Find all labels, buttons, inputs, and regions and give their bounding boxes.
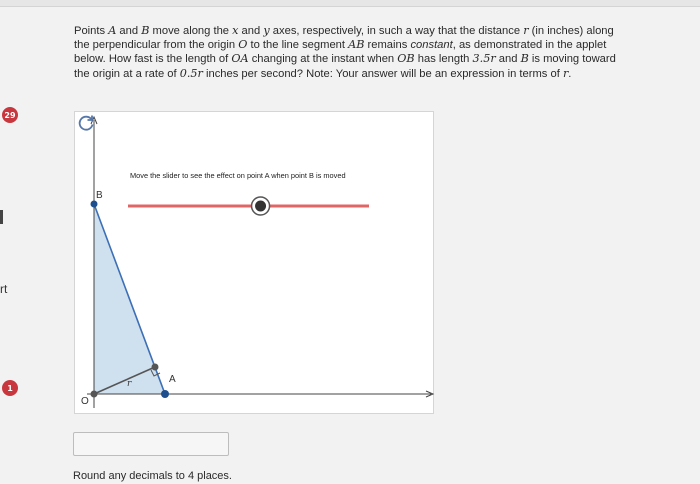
math-symbol: x	[232, 24, 239, 37]
label-o: O	[81, 396, 89, 407]
slider-handle-dot	[255, 201, 266, 212]
counter-badge[interactable]: 1	[2, 380, 18, 396]
question-fragment: , as demonstrated in the applet below. How fast is the length of	[74, 39, 607, 66]
question-fragment: inches per second? Note: Your answer will be an expression in terms of	[202, 67, 563, 80]
question-fragment: and	[116, 25, 142, 37]
question-fragment: is moving toward the origin at a rate of	[74, 53, 616, 80]
point-a	[161, 390, 169, 398]
point-foot	[152, 364, 159, 371]
math-symbol: O	[238, 38, 248, 52]
question-fragment: .	[568, 67, 572, 80]
top-bar	[0, 0, 700, 7]
math-symbol: A	[108, 24, 117, 37]
math-symbol: y	[263, 24, 270, 37]
question-fragment: has length	[414, 53, 473, 66]
question-fragment: remains	[364, 39, 411, 52]
slider-instruction: Move the slider to see the effect on point A when point B is moved	[130, 171, 346, 180]
math-symbol: AB	[348, 38, 365, 52]
question-fragment: changing at the instant when	[248, 53, 398, 66]
point-b	[91, 201, 98, 208]
rail-label-fragment: rt	[0, 282, 8, 296]
math-symbol: OB	[397, 52, 415, 66]
question-fragment: to the line segment	[247, 39, 349, 52]
label-b: B	[96, 190, 103, 201]
math-symbol: OA	[231, 52, 249, 66]
question-fragment: (in inches) along the perpendicular from the origin	[74, 25, 614, 52]
emphasis-text: constant	[410, 39, 453, 52]
question-fragment: Points	[74, 25, 109, 37]
question-fragment: and	[495, 53, 521, 66]
question-number-badge[interactable]: 29	[2, 107, 18, 123]
refresh-icon[interactable]	[75, 112, 97, 134]
left-rail	[0, 0, 40, 484]
label-r: r	[127, 379, 132, 389]
answer-input[interactable]	[73, 432, 229, 456]
question-text	[74, 24, 622, 81]
label-a: A	[169, 374, 176, 385]
question-fragment: move along the	[149, 25, 233, 37]
question-fragment: and	[238, 25, 264, 37]
math-symbol: 3.5r	[472, 52, 496, 66]
point-origin	[91, 391, 98, 398]
question-fragment: axes, respectively, in such a way that the distance	[269, 25, 524, 37]
rail-divider	[0, 210, 3, 224]
math-symbol: B	[520, 52, 529, 66]
applet-graph[interactable]	[75, 112, 435, 415]
math-symbol: r	[523, 24, 529, 37]
rounding-note: Round any decimals to 4 places.	[73, 470, 232, 482]
applet-panel[interactable]	[74, 111, 434, 414]
math-symbol: B	[141, 24, 150, 37]
math-symbol: 0.5r	[179, 66, 203, 80]
math-symbol: r	[562, 66, 569, 80]
